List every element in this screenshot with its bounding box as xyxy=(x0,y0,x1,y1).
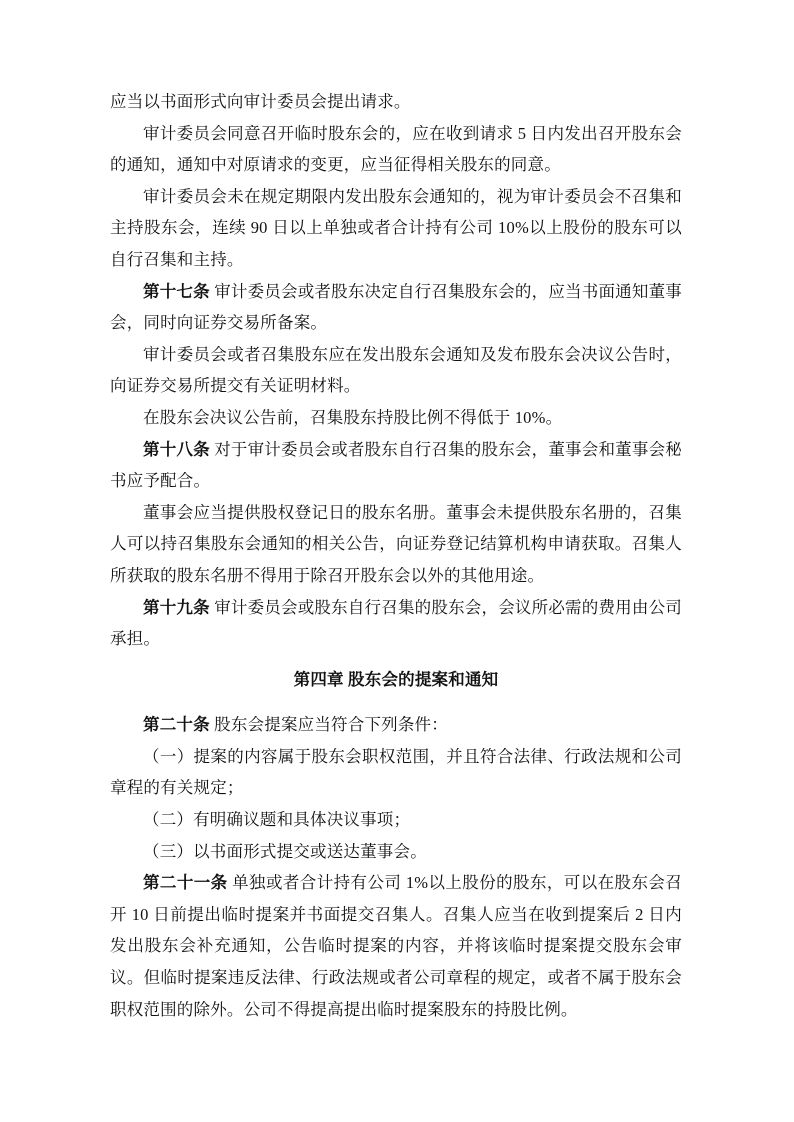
paragraph-text: 应当以书面形式向审计委员会提出请求。 xyxy=(110,92,411,111)
article-number: 第二十条 xyxy=(143,715,210,735)
paragraph xyxy=(110,118,682,181)
paragraph-text: 审计委员会或股东自行召集的股东会，会议所必需的费用由公司承担。 xyxy=(110,597,682,649)
chapter-heading xyxy=(110,664,682,696)
paragraph xyxy=(110,741,682,804)
article-number: 第十八条 xyxy=(143,439,210,459)
chapter-heading-text: 第四章 股东会的提案和通知 xyxy=(293,669,499,689)
paragraph xyxy=(110,339,682,402)
paragraph-text: 审计委员会未在规定期限内发出股东会通知的，视为审计委员会不召集和主持股东会，连续 90 日以上单独或者合计持有公司 10%以上股份的股东可以自行召集和主持。 xyxy=(110,186,682,269)
paragraph-text: 董事会应当提供股权登记日的股东名册。董事会未提供股东名册的，召集人可以持召集股东会通知的相关公告，向证券登记结算机构申请获取。召集人所获取的股东名册不得用于除召开股东会以外的其他用途。 xyxy=(110,502,682,585)
paragraph xyxy=(110,402,682,434)
paragraph-text: 对于审计委员会或者股东自行召集的股东会，董事会和董事会秘书应予配合。 xyxy=(110,439,682,491)
article-number: 第十九条 xyxy=(143,597,210,617)
article-number: 第十七条 xyxy=(143,281,210,301)
paragraph-text: 单独或者合计持有公司 1%以上股份的股东，可以在股东会召开 10 日前提出临时提案并书面提交召集人。召集人应当在收到提案后 2 日内发出股东会补充通知，公告临时提案的内容，并将该临时提案提交股东会审议。但临时提案违反法律、行政法规或者公司章程的规定，或者不属于股东会职权范围的除外。公司不得提高提出临时提案股东的持股比例。 xyxy=(110,873,682,1019)
paragraph xyxy=(110,497,682,592)
paragraph xyxy=(110,86,682,118)
article-number: 第二十一条 xyxy=(143,873,228,893)
paragraph-text: （二）有明确议题和具体决议事项； xyxy=(143,810,411,830)
paragraph xyxy=(110,276,682,339)
paragraph xyxy=(110,836,682,868)
paragraph-text: 审计委员会或者召集股东应在发出股东会通知及发布股东会决议公告时，向证券交易所提交有关证明材料。 xyxy=(110,344,682,396)
document-body xyxy=(110,86,682,1025)
paragraph-text: 股东会提案应当符合下列条件： xyxy=(214,715,448,735)
paragraph xyxy=(110,867,682,1025)
paragraph xyxy=(110,592,682,655)
paragraph-text: 审计委员会或者股东决定自行召集股东会的，应当书面通知董事会，同时向证券交易所备案。 xyxy=(110,281,682,333)
paragraph xyxy=(110,434,682,497)
paragraph-text: （一）提案的内容属于股东会职权范围，并且符合法律、行政法规和公司章程的有关规定； xyxy=(110,746,682,798)
paragraph-text: （三）以书面形式提交或送达董事会。 xyxy=(143,841,427,861)
paragraph xyxy=(110,181,682,276)
paragraph-text: 审计委员会同意召开临时股东会的，应在收到请求 5 日内发出召开股东会的通知，通知中对原请求的变更，应当征得相关股东的同意。 xyxy=(110,123,682,175)
paragraph-text: 在股东会决议公告前，召集股东持股比例不得低于 10%。 xyxy=(143,407,563,427)
paragraph xyxy=(110,709,682,741)
paragraph xyxy=(110,804,682,836)
